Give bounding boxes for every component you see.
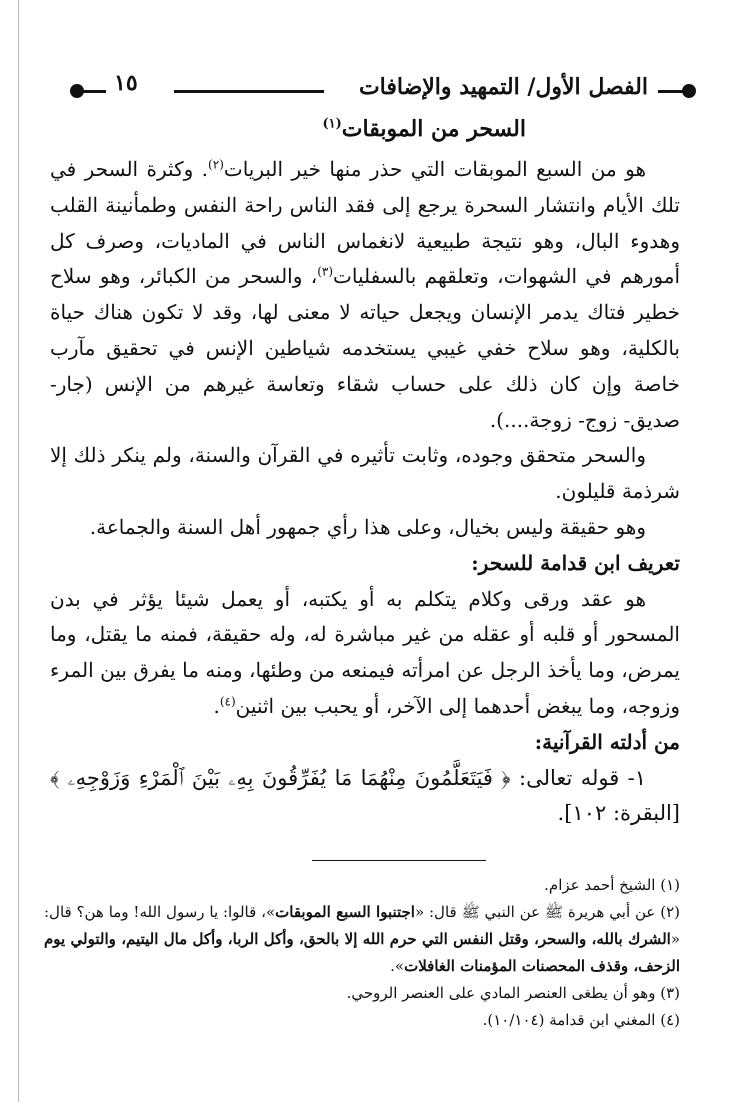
running-header (70, 68, 696, 112)
footnote-ref-1: (١) (322, 116, 342, 132)
paragraph-4: هو عقد ورقى وكلام يتكلم به أو يكتبه، أو يعمل شيئا يؤثر في بدن المسحور أو قلبه أو عقله من غير مباشرة له، وله حقيقة، فمنه ما يقتل، وما يمرض، وما يأخذ الرجل عن امرأته فيمنعه من وطئها، ومنه ما يفرق بين المرء وزوجه، وما يبغض أحدهما إلى الآخر، أو يحبب بين اثنين$^{(٤)}$. (50, 586, 680, 718)
page-edge-line (18, 0, 19, 1102)
footnote-ref-2: (٢) (208, 157, 224, 172)
section-title-text: السحر من الموبقات (341, 116, 526, 142)
header-title: الفصل الأول/ التمهيد والإضافات (358, 74, 648, 100)
paragraph-1: هو من السبع الموبقات التي حذر منها خير البريات$^{(٢)}$. وكثرة السحر في تلك الأيام وانتشار السحرة يرجع إلى فقد الناس راحة النفس وطمأنينة القلب وهدوء البال، وهو نتيجة طبيعية لانغماس الناس في الماديات، وصرف كل أمورهم في الشهوات، وتعلقهم بالسفليات$^{(٣)}$، والسحر من الكبائر، وهو سلاح خطير فتاك يدمر الإنسان ويجعل حياته لا معنى لها، وقد لا تكون هناك حياة بالكلية، وهو سلاح خفي غيبي يستخدمه شياطين الإنس في تحقيق مآرب خاصة وإن كان ذلك على حساب شقاء وتعاسة غيرهم من الإنس (جار- صديق- زوج- زوجة....). (50, 157, 681, 432)
section-title (323, 116, 527, 142)
header-dot-left (70, 84, 84, 98)
quran-citation-1: ١- قوله تعالى: ﴿ فَيَتَعَلَّمُونَ مِنْهُمَا مَا يُفَرِّقُونَ بِهِۦ بَيْنَ ٱلْمَرْءِ وَزَوْجِهِۦ ﴾ [البقرة: ١٠٢]. (50, 765, 680, 826)
heading-ibn-qudama-definition: تعريف ابن قدامة للسحر: (471, 550, 680, 575)
paragraph-3: وهو حقيقة وليس بخيال، وعلى هذا رأي جمهور أهل السنة والجماعة. (89, 514, 646, 539)
footnote-3: (٣) وهو أن يطغى العنصر المادي على العنصر الروحي. (346, 984, 680, 1002)
footnote-ref-4: (٤) (219, 694, 236, 709)
footnote-separator (312, 860, 486, 861)
heading-quranic-evidence: من أدلته القرآنية: (534, 729, 680, 754)
paragraph-2: والسحر متحقق وجوده، وثابت تأثيره في القرآن والسنة، ولم ينكر ذلك إلا شرذمة قليلون. (50, 443, 680, 504)
footnote-ref-3: (٣) (317, 264, 334, 279)
footnotes (44, 872, 680, 1034)
body-text (50, 152, 680, 832)
footnote-1: (١) الشيخ أحمد عزام. (544, 876, 680, 894)
footnote-4: (٤) المغني ابن قدامة (١٠/١٠٤). (482, 1011, 680, 1029)
header-rule-middle (174, 90, 324, 93)
quran-verse: فَيَتَعَلَّمُونَ مِنْهُمَا مَا يُفَرِّقُونَ بِهِۦ بَيْنَ ٱلْمَرْءِ وَزَوْجِهِۦ (67, 765, 493, 790)
footnote-2: (٢) عن أبي هريرة ﷺ عن النبي ﷺ قال: «اجتنبوا السبع الموبقات»، قالوا: يا رسول الله! وما هن؟ قال: «الشرك بالله، والسحر، وقتل النفس التي حرم الله إلا بالحق، وأكل الربا، وأكل مال اليتيم، والتولي يوم الزحف، وقذف المحصنات المؤمنات الغافلات». (44, 903, 680, 975)
header-rule-right (658, 90, 684, 93)
header-rule-left (82, 90, 106, 93)
surah-reference: [البقرة: ١٠٢]. (557, 801, 680, 826)
header-dot-right (682, 84, 696, 98)
page-number: ١٥ (114, 70, 138, 96)
